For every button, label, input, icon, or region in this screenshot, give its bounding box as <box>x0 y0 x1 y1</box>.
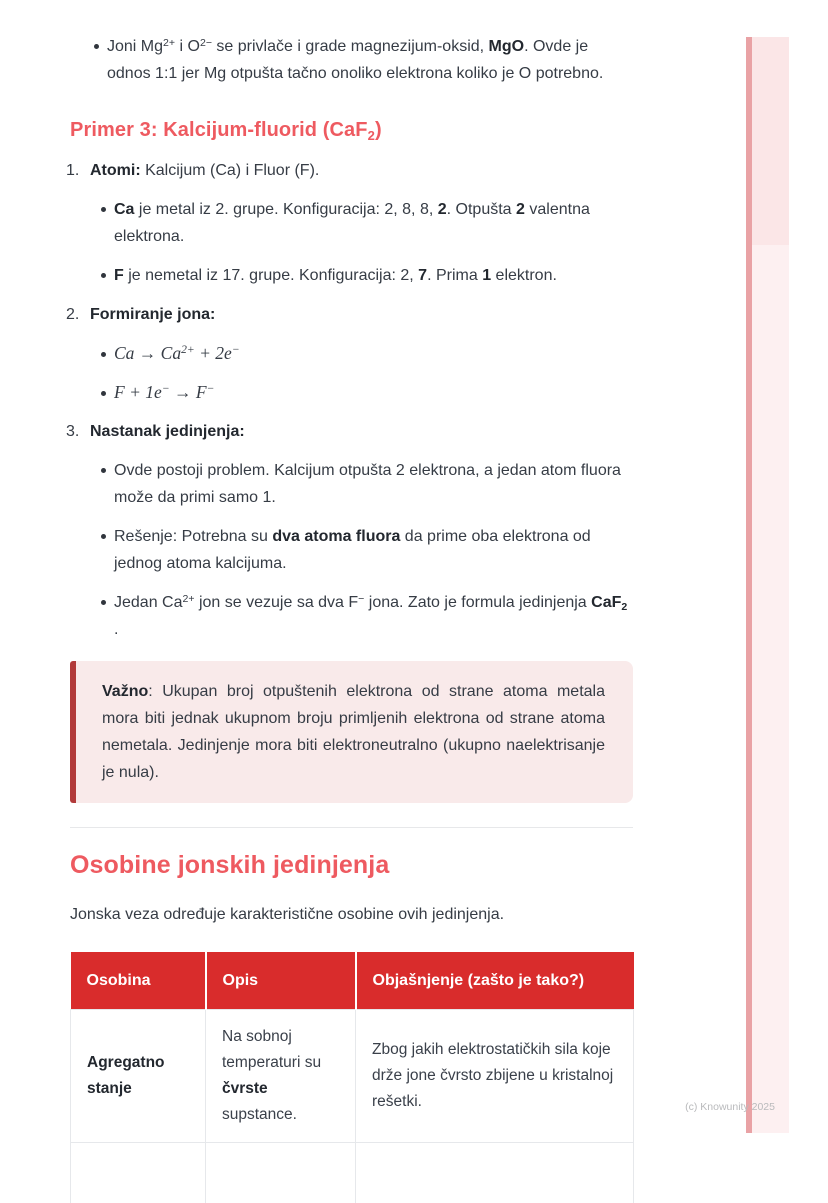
bullet-item: Ovde postoji problem. Kalcijum otpušta 2 elektrona, a jedan atom fluora može da primi samo 1. <box>90 457 633 511</box>
bullet-item: Jedan $Ca^{2+}$ jon se vezuje sa dva F− jona. Zato je formula jedinjenja CaF$_2$ . <box>90 589 633 643</box>
step-sub-bullets <box>90 340 633 406</box>
step-atomi <box>66 157 633 289</box>
table-row <box>71 1010 634 1143</box>
side-strip-line <box>746 37 752 1133</box>
table-header-objasnjenje: Objašnjenje (zašto je tako?) <box>356 952 634 1010</box>
equation-ca-ionization: $Ca \to Ca^{2+} + 2e^-$ <box>90 340 633 367</box>
section-heading-primer-3: Primer 3: Kalcijum-fluorid (CaF$_2$) <box>70 119 382 143</box>
bullet-item: F je nemetal iz 17. grupe. Konfiguracija: 2, 7. Prima 1 elektron. <box>90 262 633 289</box>
equation-f-ionization: F + 1e− → F− <box>90 379 633 406</box>
table-row-partial <box>71 1143 634 1203</box>
cell-empty <box>356 1143 634 1203</box>
cell-opis: Na sobnoj temperaturi su čvrste supstance. <box>206 1010 356 1143</box>
cell-empty <box>71 1143 206 1203</box>
intro-bullet-list <box>70 33 633 87</box>
step-title: Nastanak jedinjenja: <box>90 423 245 440</box>
section-heading-osobine: Osobine jonskih jedinjenja <box>70 851 390 879</box>
step-number: 2. <box>66 306 80 323</box>
side-strip-top-block <box>752 37 789 245</box>
table-header-osobina: Osobina <box>71 952 206 1010</box>
cell-osobina: Agregatno stanje <box>71 1010 206 1143</box>
step-nastanak-jedinjenja <box>66 418 633 643</box>
important-note-callout: Važno: Ukupan broj otpuštenih elektrona od strane atoma metala mora biti jednak ukupnom broju primljenih elektrona od strane atoma nemetala. Jedinjenje mora biti elektroneutralno (ukupno naelektrisanje je nula). <box>70 661 633 803</box>
step-title: Formiranje jona: <box>90 306 216 323</box>
step-sub-bullets <box>90 196 633 289</box>
step-formiranje-jona <box>66 301 633 406</box>
cell-objasnjenje: Zbog jakih elektrostatičkih sila koje drže jone čvrsto zbijene u kristalnoj rešetki. <box>356 1010 634 1143</box>
section-divider <box>70 827 633 828</box>
step-sub-bullets <box>90 457 633 643</box>
properties-table <box>70 952 634 1203</box>
table-header <box>71 952 634 1010</box>
step-number: 3. <box>66 423 80 440</box>
bullet-item: Ca je metal iz 2. grupe. Konfiguracija: 2, 8, 8, 2. Otpušta 2 valentna elektrona. <box>90 196 633 250</box>
document-content <box>66 0 633 1203</box>
step-title: Atomi: Kalcijum (Ca) i Fluor (F). <box>90 162 320 179</box>
copyright-watermark: (c) Knowunity 2025 <box>685 1101 775 1113</box>
table-header-opis: Opis <box>206 952 356 1010</box>
bullet-item: Joni $Mg^{2+}$ i $O^{2-}$ se privlače i grade magnezijum-oksid, MgO. Ovde je odnos 1:1 jer Mg otpušta tačno onoliko elektrona koliko je O potrebno. <box>70 33 633 87</box>
lead-paragraph: Jonska veza određuje karakteristične osobine ovih jedinjenja. <box>70 906 505 923</box>
numbered-steps-list <box>66 157 633 643</box>
step-number: 1. <box>66 162 80 179</box>
cell-empty <box>206 1143 356 1203</box>
bullet-item: Rešenje: Potrebna su dva atoma fluora da prime oba elektrona od jednog atoma kalcijuma. <box>90 523 633 577</box>
